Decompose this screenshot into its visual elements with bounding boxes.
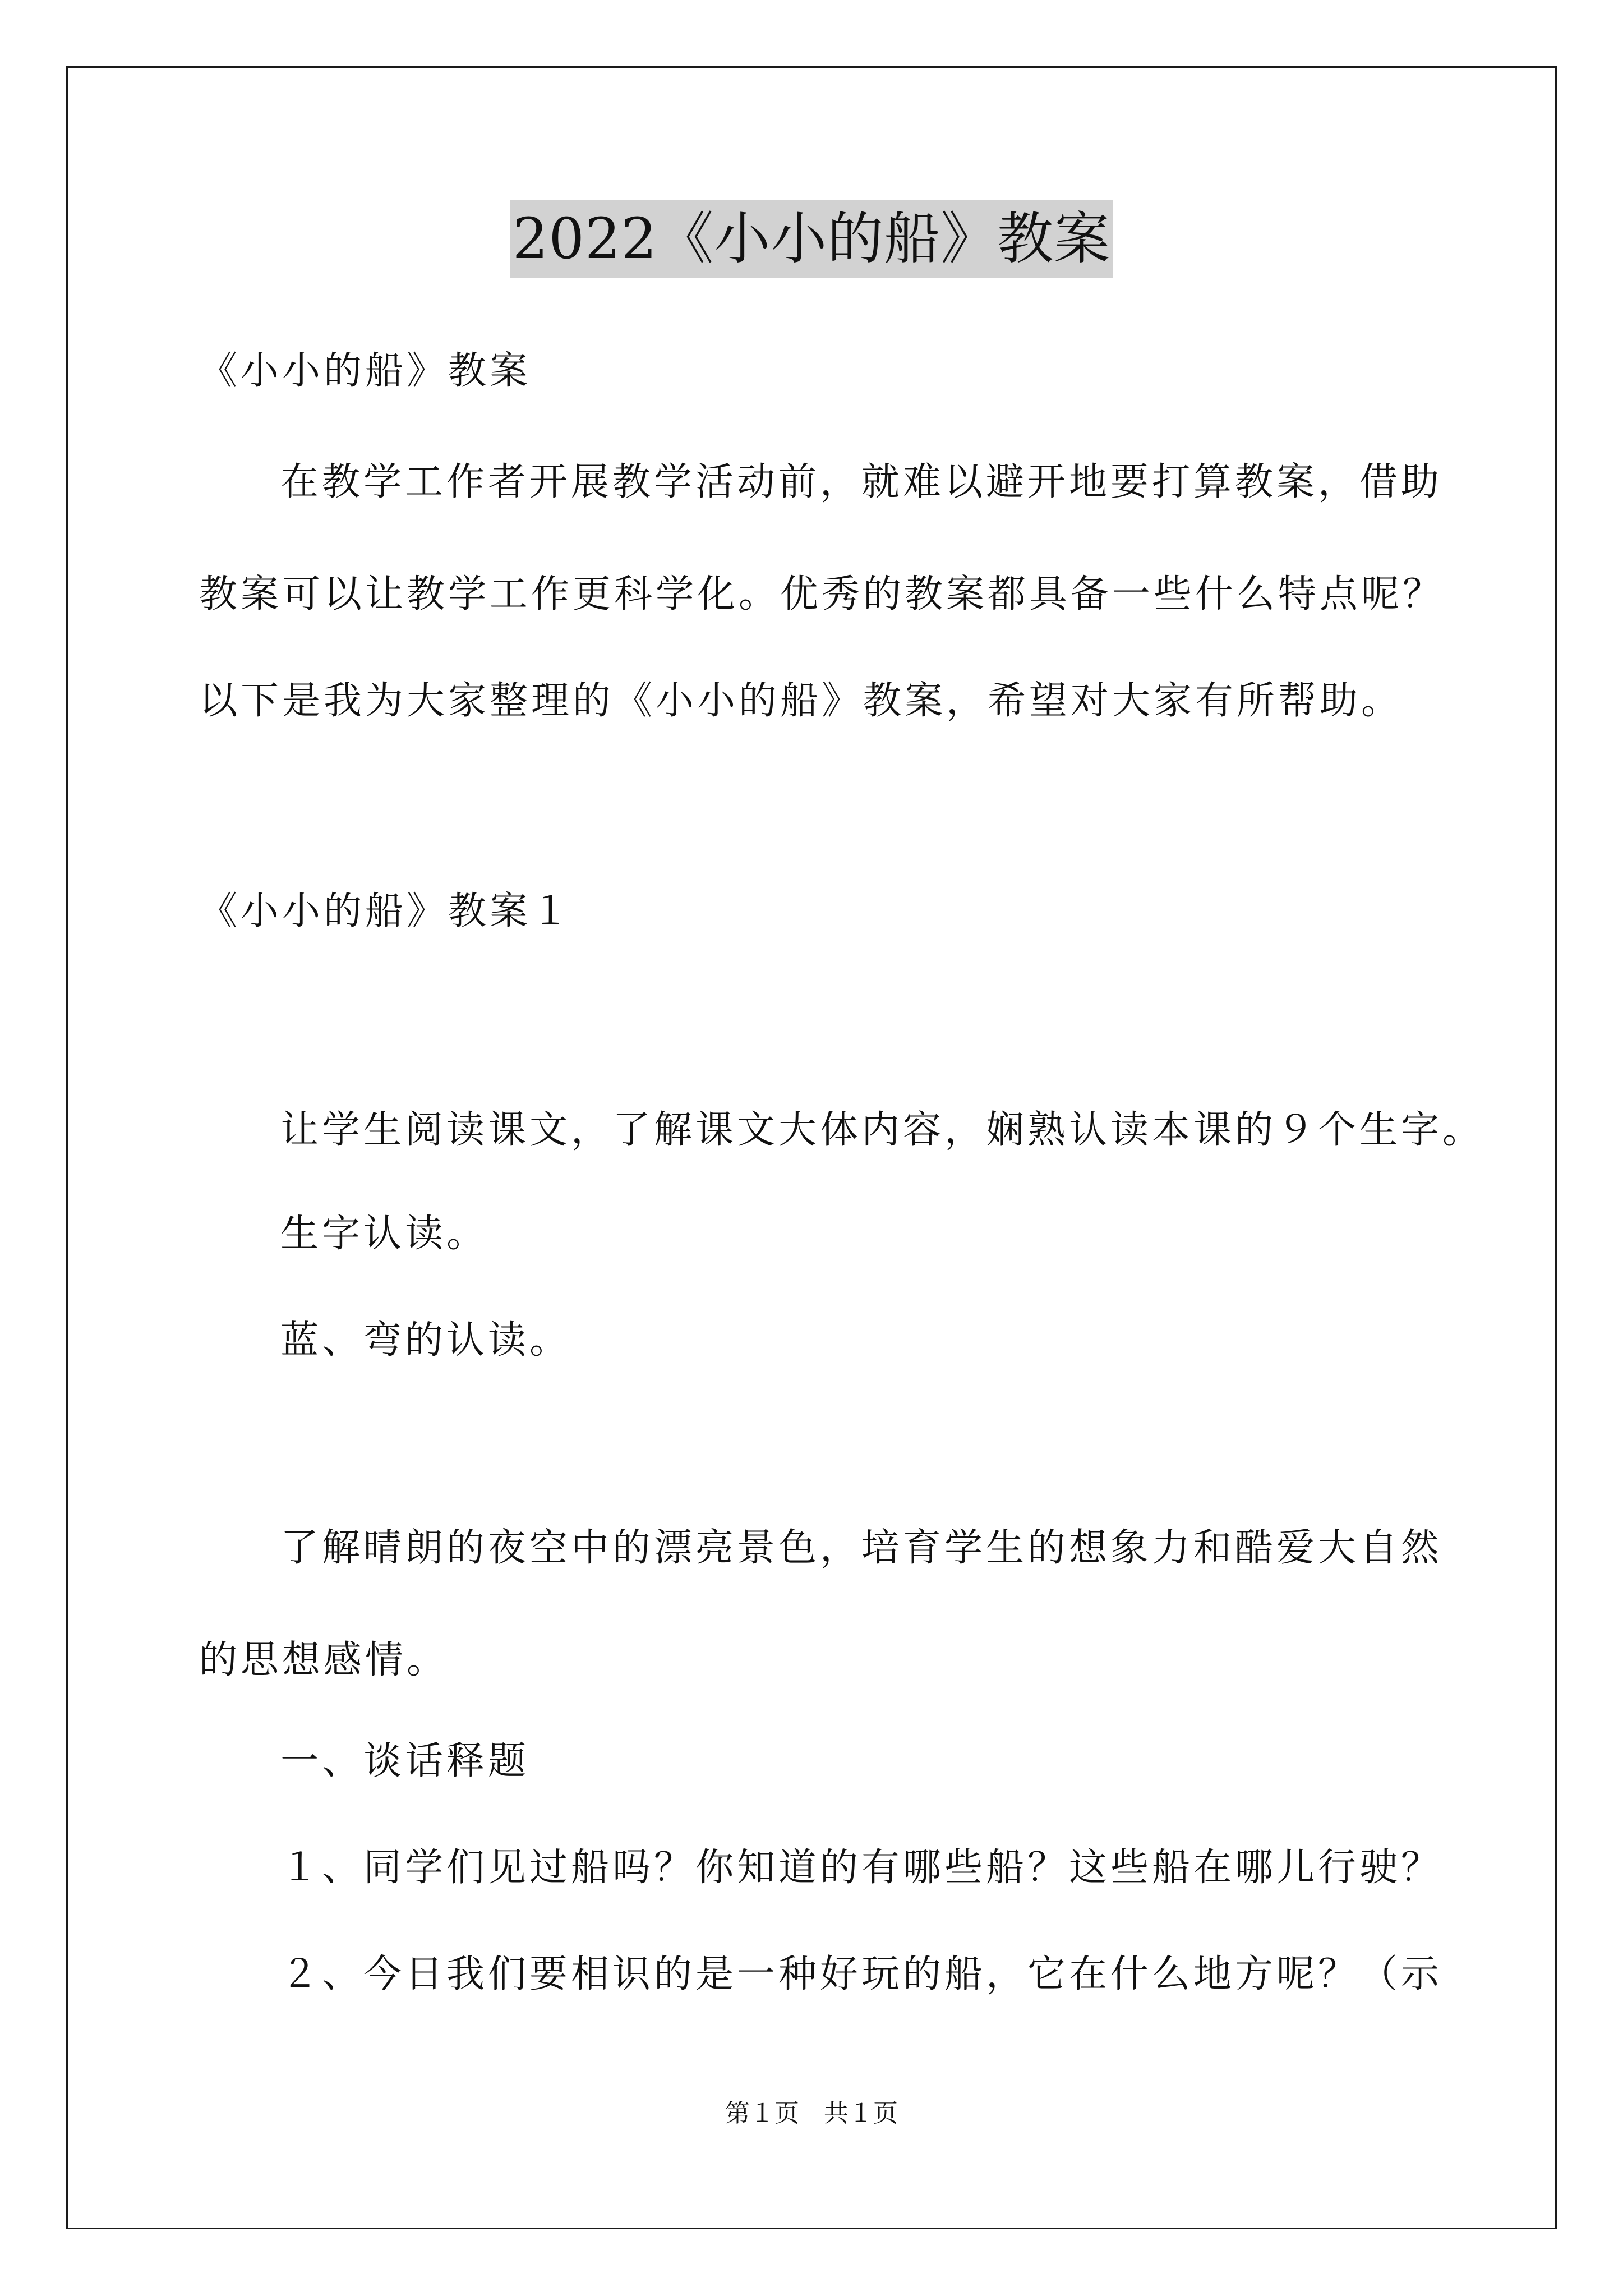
goal-paragraph-line: 的思想感情。 xyxy=(199,1638,449,1682)
intro-paragraph-line: 教案可以让教学工作更科学化。优秀的教案都具备一些什么特点呢？ xyxy=(199,572,1445,616)
intro-paragraph-line: 在教学工作者开展教学活动前，就难以避开地要打算教案，借助 xyxy=(280,460,1443,504)
lesson-heading: 《小小的船》教案１ xyxy=(199,889,573,933)
key-point-line: 生字认读。 xyxy=(280,1212,488,1256)
intro-paragraph-line: 以下是我为大家整理的《小小的船》教案，希望对大家有所帮助。 xyxy=(199,679,1403,723)
document-title: 2022《小小的船》教案 xyxy=(510,200,1113,278)
page-footer: 第１页 共１页 xyxy=(725,2099,898,2128)
title-container xyxy=(0,200,1623,278)
step-item: ２、今日我们要相识的是一种好玩的船，它在什么地方呢？（示 xyxy=(280,1952,1443,1996)
step-heading: 一、谈话释题 xyxy=(280,1739,530,1783)
section-heading: 《小小的船》教案 xyxy=(199,349,532,393)
objective-line: 让学生阅读课文，了解课文大体内容，娴熟认读本课的９个生字。 xyxy=(280,1108,1484,1152)
step-item: １、同学们见过船吗？你知道的有哪些船？这些船在哪儿行驶？ xyxy=(280,1846,1443,1890)
goal-paragraph-line: 了解晴朗的夜空中的漂亮景色，培育学生的想象力和酷爱大自然 xyxy=(280,1526,1443,1570)
difficulty-line: 蓝、弯的认读。 xyxy=(280,1318,571,1363)
